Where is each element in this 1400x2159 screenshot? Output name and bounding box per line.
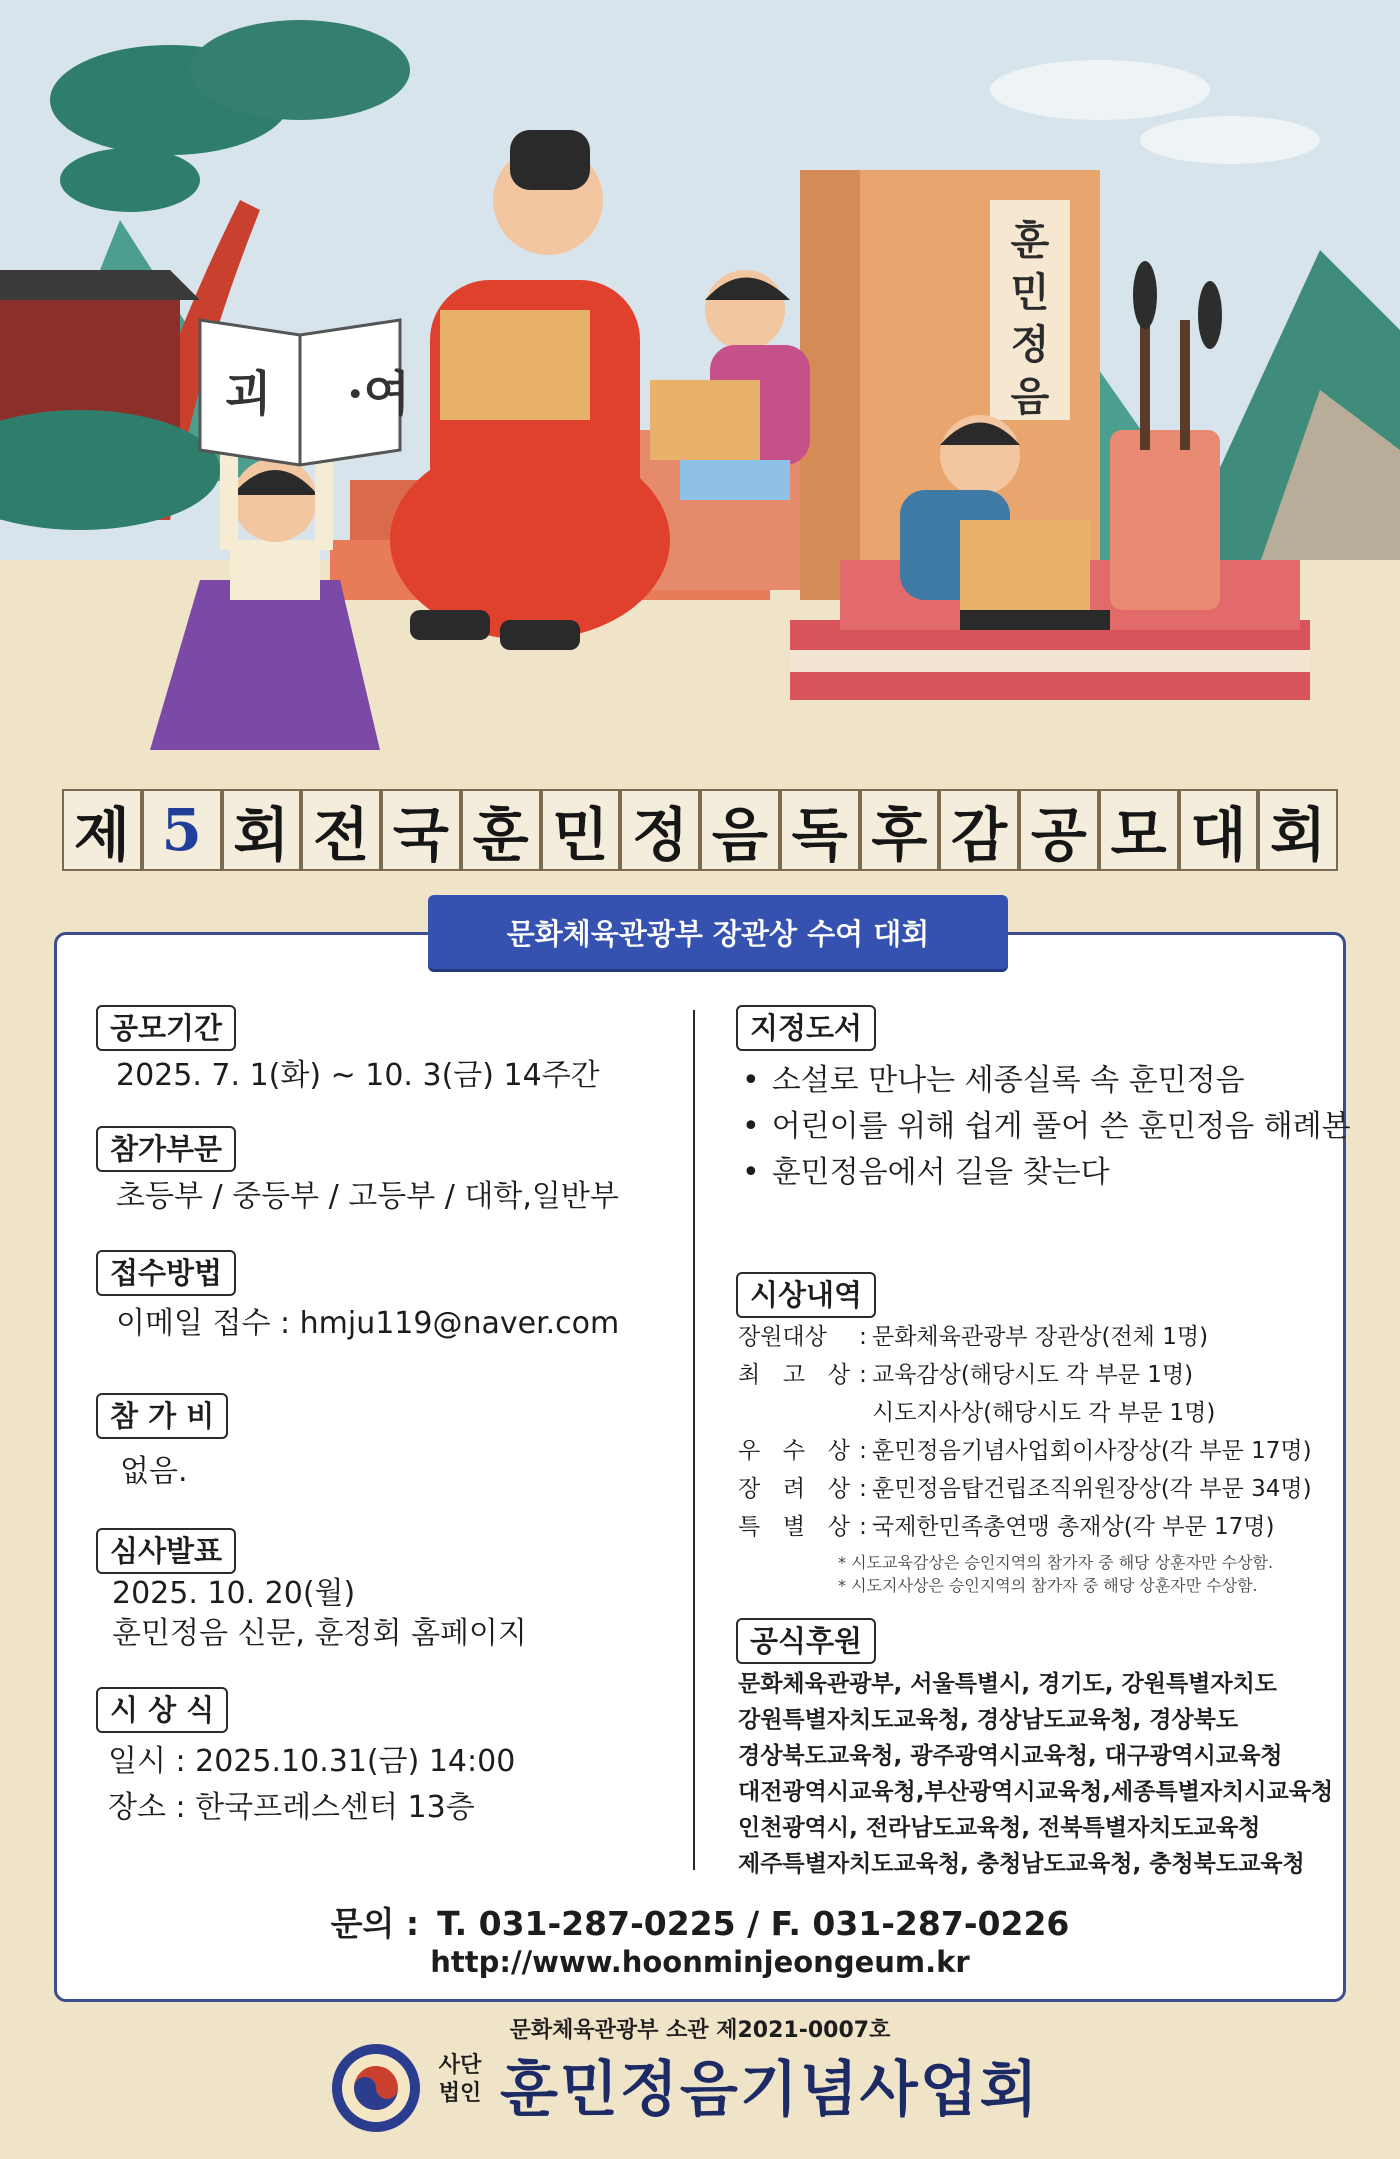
sponsor-list: [738, 1666, 1333, 1882]
sponsor-label: 공식후원: [736, 1618, 876, 1664]
award-name: 우 수 상: [738, 1438, 850, 1464]
sponsor-line: 경상북도교육청, 광주광역시교육청, 대구광역시교육청: [738, 1743, 1283, 1769]
open-book-text: [225, 355, 410, 424]
title-char: 모: [1099, 789, 1179, 871]
ceremony-place: 장소 : 한국프레스센터 13층: [108, 1790, 475, 1825]
period-label: 공모기간: [96, 1005, 236, 1051]
award-row: 우 수 상 : 훈민정음기념사업회이사장상(각 부문 17명): [738, 1432, 1312, 1470]
contest-title: [62, 785, 1338, 875]
title-char: 민: [541, 789, 621, 871]
judge-where: 훈민정음 신문, 훈정회 홈페이지: [112, 1616, 527, 1651]
awards-table: [738, 1318, 1312, 1546]
award-detail: 훈민정음기념사업회이사장상(각 부문 17명): [872, 1438, 1312, 1464]
award-name: 장 려 상: [738, 1476, 850, 1502]
registration-number: 문화체육관광부 소관 제2021-0007호: [509, 2018, 891, 2043]
award-detail: 훈민정음탑건립조직위원장상(각 부문 34명): [872, 1476, 1312, 1502]
awards-label: 시상내역: [736, 1272, 876, 1318]
books-label: 지정도서: [736, 1005, 876, 1051]
book-spine-title: 훈민정음: [1010, 218, 1050, 420]
period-value: 2025. 7. 1(화) ~ 10. 3(금) 14주간: [116, 1058, 600, 1093]
ceremony-date: 일시 : 2025.10.31(금) 14:00: [108, 1744, 516, 1779]
book-item: • 어린이를 위해 쉽게 풀어 쓴 훈민정음 해례본: [742, 1104, 1351, 1150]
division-value: 초등부 / 중등부 / 고등부 / 대학,일반부: [116, 1179, 619, 1214]
hero-scene-svg: [0, 0, 1400, 780]
award-row: 최 고 상 : 교육감상(해당시도 각 부문 1명): [738, 1356, 1312, 1394]
title-char: 훈: [461, 789, 541, 871]
org-type: 사단법인: [438, 2053, 482, 2106]
org-seal-icon: [330, 2042, 422, 2134]
open-book-right-text: ·여: [346, 366, 410, 422]
sponsor-line: 대전광역시교육청,부산광역시교육청,세종특별자치시교육청: [738, 1779, 1334, 1805]
award-note: * 시도교육감상은 승인지역의 참가자 중 해당 상훈자만 수상함.: [838, 1553, 1274, 1572]
award-row: 특 별 상 : 국제한민족총연맹 총재상(각 부문 17명): [738, 1508, 1312, 1546]
contact-phone: [0, 1898, 1400, 1945]
org-name: 훈민정음기념사업회: [500, 2055, 1040, 2125]
book-item: • 훈민정음에서 길을 찾는다: [742, 1150, 1351, 1196]
award-detail: 시도지사상(해당시도 각 부문 1명): [872, 1400, 1216, 1426]
award-detail: 문화체육관광부 장관상(전체 1명): [872, 1324, 1209, 1350]
title-char: 음: [700, 789, 780, 871]
title-char: 5: [142, 789, 222, 871]
sponsor-line: 인천광역시, 전라남도교육청, 전북특별자치도교육청: [738, 1815, 1261, 1841]
judge-label: 심사발표: [96, 1528, 236, 1574]
title-char: 회: [1258, 789, 1338, 871]
ceremony-label: 시 상 식: [96, 1687, 228, 1733]
award-name: 최 고 상: [738, 1362, 850, 1388]
submit-value: 이메일 접수 : hmju119@naver.com: [116, 1306, 620, 1341]
title-char: 대: [1179, 789, 1259, 871]
website-link[interactable]: http://www.hoonminjeongeum.kr: [430, 1945, 970, 1979]
award-detail: 교육감상(해당시도 각 부문 1명): [872, 1362, 1194, 1388]
fee-label: 참 가 비: [96, 1393, 228, 1439]
award-name: 장원대상: [738, 1324, 827, 1350]
award-row: 장 려 상 : 훈민정음탑건립조직위원장상(각 부문 34명): [738, 1470, 1312, 1508]
sponsor-line: 강원특별자치도교육청, 경상남도교육청, 경상북도: [738, 1707, 1239, 1733]
award-row: 장원대상 : 문화체육관광부 장관상(전체 1명): [738, 1318, 1312, 1356]
title-char: 감: [939, 789, 1019, 871]
title-char: 제: [62, 789, 142, 871]
title-char: 정: [620, 789, 700, 871]
contact-label: 문의 :: [330, 1904, 420, 1943]
award-row: [738, 1394, 1312, 1432]
award-note: * 시도지사상은 승인지역의 참가자 중 해당 상훈자만 수상함.: [838, 1576, 1258, 1595]
title-char: 독: [780, 789, 860, 871]
sponsor-line: 제주특별자치도교육청, 충청남도교육청, 충청북도교육청: [738, 1851, 1305, 1877]
sponsor-line: 문화체육관광부, 서울특별시, 경기도, 강원특별자치도: [738, 1671, 1278, 1697]
open-book-left-text: 괴: [225, 366, 272, 422]
award-name: [738, 1394, 854, 1432]
division-label: 참가부문: [96, 1126, 236, 1172]
hero-illustration: [0, 0, 1400, 780]
title-char: 후: [860, 789, 940, 871]
designated-books-list: [742, 1058, 1351, 1196]
title-char: 공: [1019, 789, 1099, 871]
judge-date: 2025. 10. 20(월): [112, 1576, 356, 1611]
book-item: • 소설로 만나는 세종실록 속 훈민정음: [742, 1058, 1351, 1104]
contact-phone-value: T. 031-287-0225 / F. 031-287-0226: [437, 1904, 1070, 1943]
award-ribbon: 문화체육관광부 장관상 수여 대회: [428, 895, 1008, 969]
title-char: 회: [222, 789, 302, 871]
title-char: 국: [381, 789, 461, 871]
submit-label: 접수방법: [96, 1250, 236, 1296]
fee-value: 없음.: [120, 1454, 188, 1489]
award-detail: 국제한민족총연맹 총재상(각 부문 17명): [872, 1514, 1275, 1540]
award-name: 특 별 상: [738, 1514, 850, 1540]
column-divider: [693, 1010, 695, 1870]
title-char: 전: [301, 789, 381, 871]
